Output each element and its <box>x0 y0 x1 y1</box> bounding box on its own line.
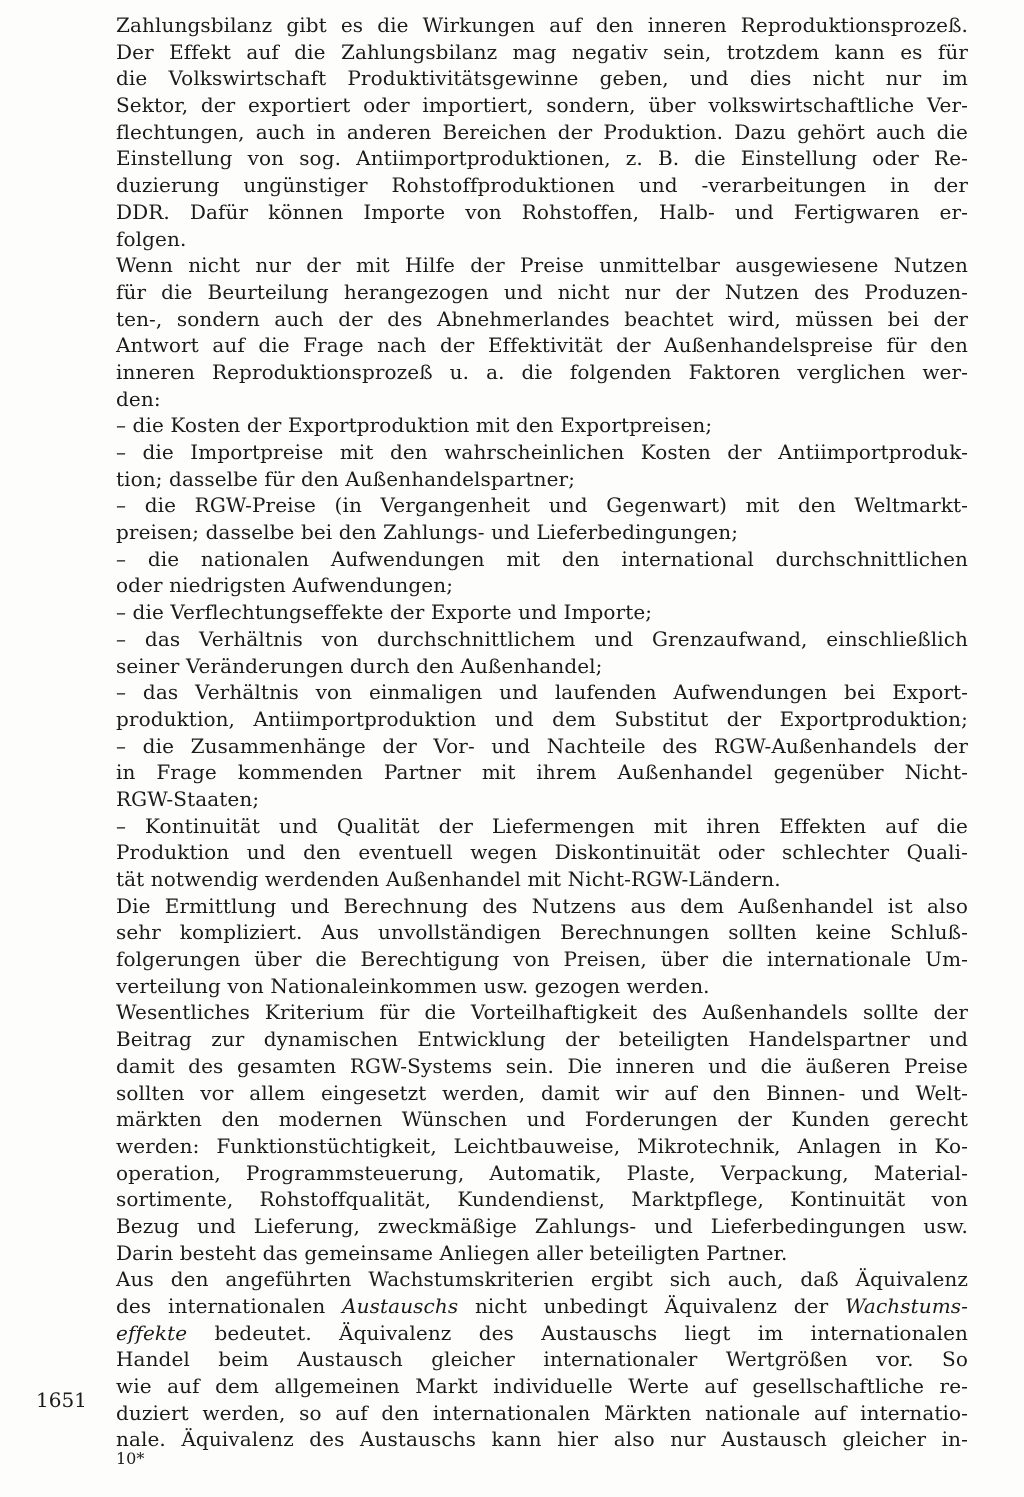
list-item: – die RGW-Preise (in Vergangenheit und Gegenwart) mit den Weltmarkt- <box>116 493 968 518</box>
text-line: folgerungen über die Berechtigung von Preisen, über die internationale Um- <box>116 947 968 972</box>
text-line: inneren Reproduktionsprozeß u. a. die folgenden Faktoren verglichen wer- <box>116 359 968 384</box>
text-line: duzierung ungünstiger Rohstoffproduktionen und -verarbeitungen in der <box>116 173 968 198</box>
text-segment: des internationalen <box>116 1294 343 1318</box>
text-line: Aus den angeführten Wachstumskriterien ergibt sich auch, daß Äquivalenz <box>116 1267 968 1292</box>
text-line: verteilung von Nationaleinkommen usw. gezogen werden. <box>116 973 710 998</box>
list-item: – die Zusammenhänge der Vor- und Nachteile des RGW-Außenhandels der <box>116 733 968 758</box>
text-line: folgen. <box>116 226 187 251</box>
list-item: – das Verhältnis von einmaligen und laufenden Aufwendungen bei Export- <box>116 680 968 705</box>
text-line: seiner Veränderungen durch den Außenhandel; <box>116 653 603 678</box>
text-line: ten-, sondern auch der des Abnehmerlandes beachtet wird, müssen bei der <box>116 306 968 331</box>
text-line: für die Beurteilung herangezogen und nicht nur der Nutzen des Produzen- <box>116 279 968 304</box>
text-segment: nicht unbedingt Äquivalenz der <box>458 1294 845 1318</box>
text-line: sollten vor allem eingesetzt werden, damit wir auf den Binnen- und Welt- <box>116 1080 968 1105</box>
list-item: – die Verflechtungseffekte der Exporte und Importe; <box>116 600 653 625</box>
text-line: damit des gesamten RGW-Systems sein. Die inneren und die äußeren Preise <box>116 1053 968 1078</box>
text-line: den: <box>116 386 161 411</box>
text-line: märkten den modernen Wünschen und Forderungen der Kunden gerecht <box>116 1107 968 1132</box>
text-line: Bezug und Lieferung, zweckmäßige Zahlungs- und Lieferbedingungen usw. <box>116 1213 968 1238</box>
text-line: tät notwendig werdenden Außenhandel mit Nicht-RGW-Ländern. <box>116 867 781 891</box>
text-line: Sektor, der exportiert oder importiert, sondern, über volkswirtschaftliche Ver- <box>116 93 968 118</box>
list-item: – die nationalen Aufwendungen mit den international durchschnittlichen <box>116 546 968 571</box>
text-line: operation, Programmsteuerung, Automatik, Plaste, Verpackung, Material- <box>116 1160 968 1185</box>
text-line: die Volkswirtschaft Produktivitätsgewinne geben, und dies nicht nur im <box>116 66 968 91</box>
italic-term: effekte <box>116 1320 188 1345</box>
body-text <box>116 12 968 1453</box>
text-line: Antwort auf die Frage nach der Effektivität der Außenhandelspreise für den <box>116 333 968 358</box>
margin-number: 1651 <box>36 1388 87 1412</box>
text-line: Handel beim Austausch gleicher internationaler Wertgrößen vor. So <box>116 1347 968 1372</box>
text-line: sortimente, Rohstoffqualität, Kundendienst, Marktpflege, Kontinuität von <box>116 1187 968 1212</box>
text-line: Produktion und den eventuell wegen Diskontinuität oder schlechter Quali- <box>116 840 968 865</box>
list-item: – das Verhältnis von durchschnittlichem und Grenzaufwand, einschließlich <box>116 626 968 651</box>
text-line: Zahlungsbilanz gibt es die Wirkungen auf den inneren Reproduktionsprozeß. <box>116 13 968 37</box>
text-line: DDR. Dafür können Importe von Rohstoffen, Halb- und Fertigwaren er- <box>116 199 968 224</box>
text-line: oder niedrigsten Aufwendungen; <box>116 573 454 598</box>
list-item: – die Importpreise mit den wahrscheinlichen Kosten der Antiimportproduk- <box>116 440 968 464</box>
text-line: Beitrag zur dynamischen Entwicklung der beteiligten Handelspartner und <box>116 1027 968 1052</box>
text-line: nale. Äquivalenz des Austauschs kann hier also nur Austausch gleicher in- <box>116 1427 968 1452</box>
text-line <box>116 1320 968 1347</box>
text-line: duziert werden, so auf den internationalen Märkten nationale auf internatio- <box>116 1400 968 1425</box>
text-line: werden: Funktionstüchtigkeit, Leichtbauweise, Mikrotechnik, Anlagen in Ko- <box>116 1133 968 1158</box>
text-line: produktion, Antiimportproduktion und dem Substitut der Exportproduktion; <box>116 706 968 731</box>
text-line: Wenn nicht nur der mit Hilfe der Preise unmittelbar ausgewiesene Nutzen <box>116 253 968 278</box>
list-item: – Kontinuität und Qualität der Liefermengen mit ihren Effekten auf die <box>116 813 968 838</box>
text-line: flechtungen, auch in anderen Bereichen der Produktion. Dazu gehört auch die <box>116 119 968 144</box>
text-line: tion; dasselbe für den Außenhandelspartner; <box>116 466 576 491</box>
text-line <box>116 1293 968 1320</box>
text-line: Der Effekt auf die Zahlungsbilanz mag negativ sein, trotzdem kann es für <box>116 39 968 64</box>
text-line: in Frage kommenden Partner mit ihrem Außenhandel gegenüber Nicht- <box>116 760 968 785</box>
signature-mark: 10* <box>116 1449 145 1468</box>
text-line: RGW-Staaten; <box>116 786 260 811</box>
text-line: Darin besteht das gemeinsame Anliegen aller beteiligten Partner. <box>116 1240 788 1265</box>
list-item: – die Kosten der Exportproduktion mit den Exportpreisen; <box>116 413 713 438</box>
italic-term: Wachstums- <box>845 1294 968 1318</box>
text-line: Die Ermittlung und Berechnung des Nutzens aus dem Außenhandel ist also <box>116 893 968 918</box>
text-segment: bedeutet. Äquivalenz des Austauschs liegt im internationalen <box>187 1320 968 1345</box>
text-line: sehr kompliziert. Aus unvollständigen Berechnungen sollten keine Schluß- <box>116 920 968 945</box>
italic-term: Austauschs <box>342 1294 459 1318</box>
text-line: preisen; dasselbe bei den Zahlungs- und Lieferbedingungen; <box>116 520 739 545</box>
text-line: wie auf dem allgemeinen Markt individuelle Werte auf gesellschaftliche re- <box>116 1374 968 1399</box>
text-line: Wesentliches Kriterium für die Vorteilhaftigkeit des Außenhandels sollte der <box>116 1000 968 1025</box>
text-line: Einstellung von sog. Antiimportproduktionen, z. B. die Einstellung oder Re- <box>116 146 968 171</box>
